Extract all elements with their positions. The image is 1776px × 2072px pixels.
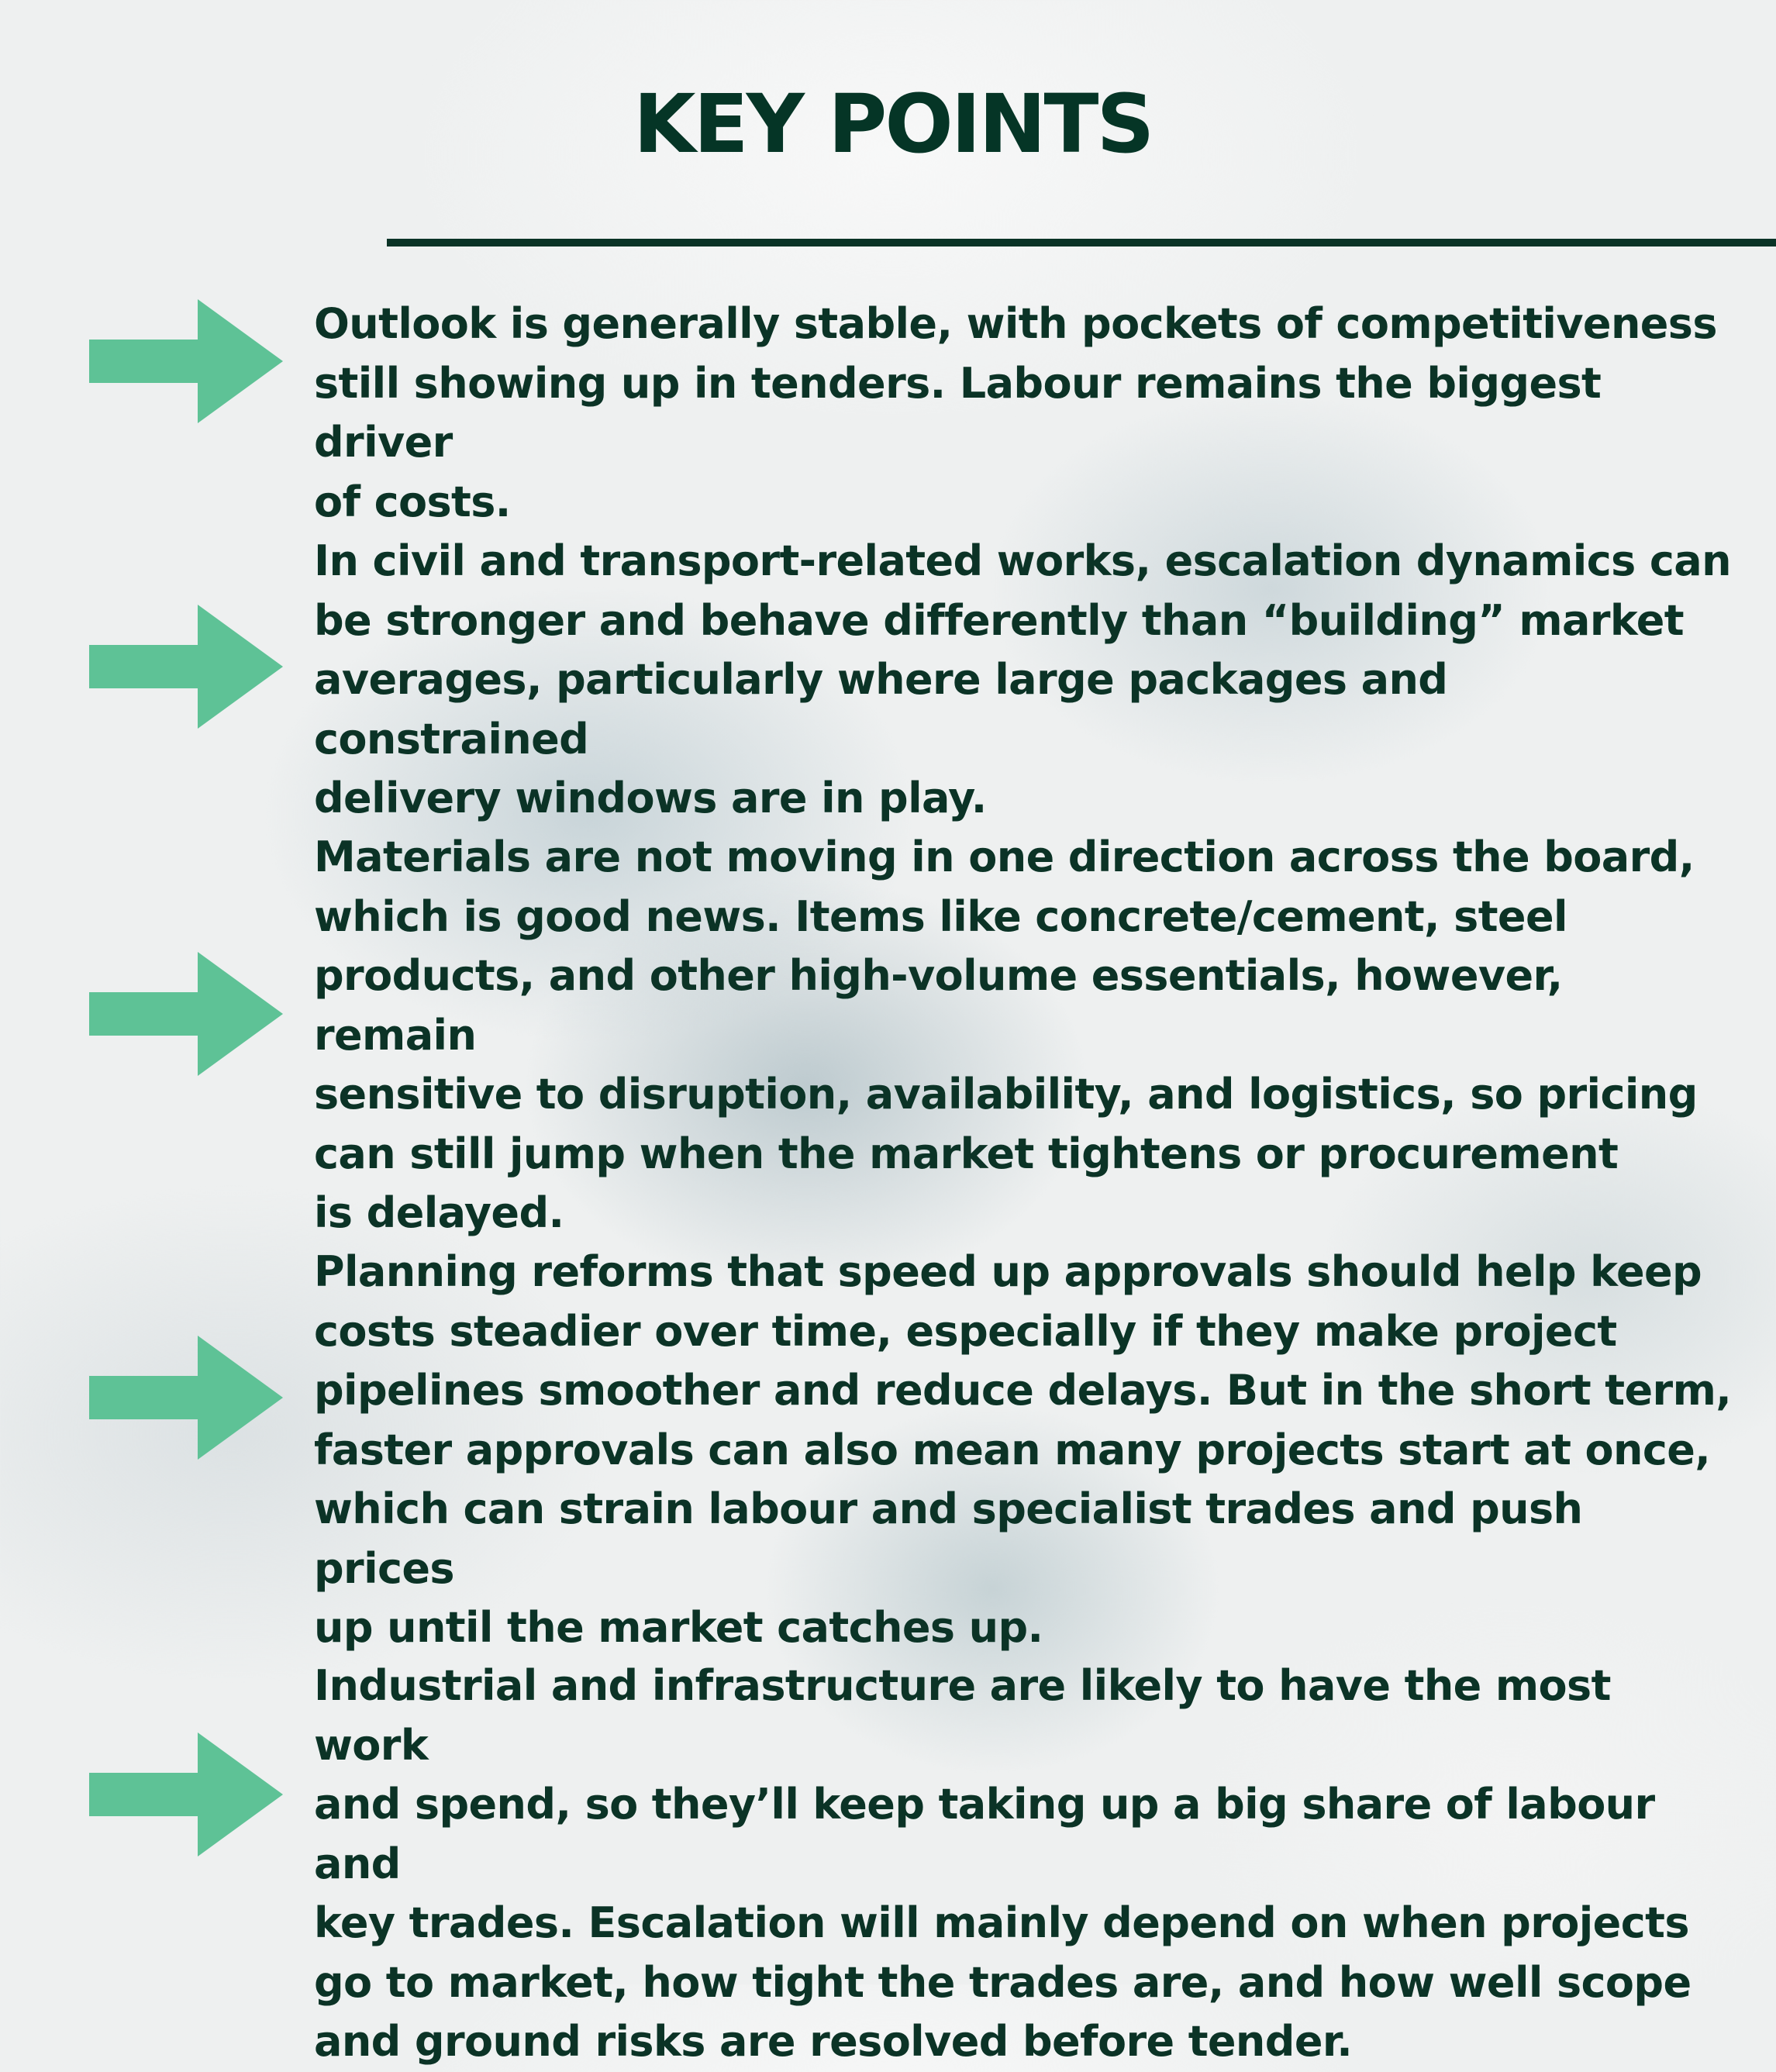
key-point-text: Materials are not moving in one direction across the board, which is good news. Items like concrete/cement, steel products, and other high-volume essentials, however, remain sensitive to disruption, availability, and logistics, so pricing can still jump when the market tightens or procurement is delayed. (314, 833, 1698, 1237)
right-arrow-icon (89, 1336, 283, 1460)
right-arrow-icon (89, 952, 283, 1076)
key-point-text: Industrial and infrastructure are likely to have the most work and spend, so they’ll keep taking up a big share of labour and key trades. Escalation will mainly depend on when projects go to market, how tight the trades are, and how well scope and ground risks are resolved before tender. (314, 1661, 1692, 2066)
key-point-text: Outlook is generally stable, with pockets of competitiveness still showing up in tenders. Labour remains the biggest driver of costs. (314, 299, 1717, 526)
key-point-text: In civil and transport-related works, escalation dynamics can be stronger and behave differently than “building” market averages, particularly where large packages and constrained delivery windows are in play. (314, 536, 1731, 822)
right-arrow-icon (89, 299, 283, 423)
key-point-text: Planning reforms that speed up approvals should help keep costs steadier over time, especially if they make project pipelines smoother and reduce delays. But in the short term, faster approvals can also mean many projects start at once, which can strain labour and specialist trades and push prices up until the market catches up. (314, 1247, 1732, 1652)
right-arrow-icon (89, 1732, 283, 1857)
title-divider (387, 239, 1776, 247)
right-arrow-icon (89, 605, 283, 729)
page-title: KEY POINTS (633, 77, 1153, 171)
